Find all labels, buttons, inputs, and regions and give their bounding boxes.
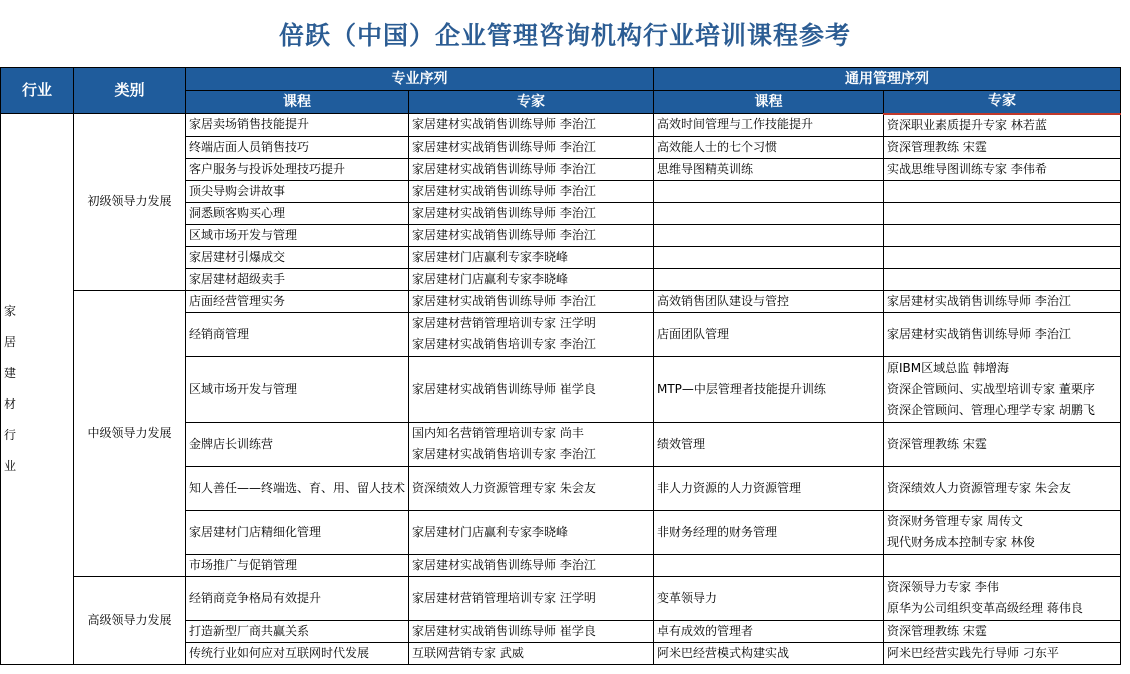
prof-expert-cell [409,576,654,620]
industry-char: 建 [4,365,19,380]
gen-course-cell: 卓有成效的管理者 [654,620,884,642]
expert-line: 家居建材实战销售训练导师 李治江 [887,293,1071,308]
expert-line: 资深财务管理专家 周传文 [887,514,1023,528]
expert-line: 家居建材实战销售培训专家 李治江 [412,337,596,351]
prof-expert-cell [409,620,654,642]
gen-course-cell: 阿米巴经营模式构建实战 [654,642,884,664]
prof-course-cell: 顶尖导购会讲故事 [186,180,409,202]
prof-course-cell: 洞悉顾客购买心理 [186,202,409,224]
category-middle: 中级领导力发展 [74,290,186,576]
expert-line: 资深管理教练 宋霆 [887,623,987,638]
expert-line: 资深企管顾问、管理心理学专家 胡鹏飞 [887,402,1095,417]
gen-course-cell [654,180,884,202]
gen-expert-cell [884,466,1121,510]
expert-line: 家居建材门店赢利专家李晓峰 [412,271,569,286]
gen-expert-cell [884,290,1121,312]
prof-course-cell: 家居卖场销售技能提升 [186,114,409,137]
expert-line: 家居建材实战销售训练导师 李治江 [412,205,596,220]
expert-line: 家居建材营销管理培训专家 汪学明 [412,590,596,605]
expert-line: 资深管理教练 宋霆 [887,139,987,154]
prof-course-cell: 家居建材超级卖手 [186,268,409,290]
expert-line: 原华为公司组织变革高级经理 蒋伟良 [887,601,1083,615]
gen-course-cell: 非人力资源的人力资源管理 [654,466,884,510]
header-general-series: 通用管理序列 [654,68,1121,91]
expert-line: 阿米巴经营实践先行导师 刁东平 [887,645,1059,660]
expert-line: 资深绩效人力资源管理专家 朱会友 [887,480,1071,495]
industry-cell [1,114,74,665]
prof-course-cell: 金牌店长训练营 [186,422,409,466]
expert-line: 家居建材门店赢利专家李晓峰 [412,524,569,539]
prof-course-cell: 传统行业如何应对互联网时代发展 [186,642,409,664]
prof-course-cell: 市场推广与促销管理 [186,554,409,576]
gen-expert-cell [884,136,1121,158]
expert-line: 家居建材营销管理培训专家 汪学明 [412,316,596,330]
header-industry: 行业 [1,68,74,114]
course-table [0,67,1121,665]
prof-course-cell: 打造新型厂商共赢关系 [186,620,409,642]
expert-line: 实战思维导图训练专家 李伟希 [887,161,1047,176]
expert-line: 互联网营销专家 武威 [412,645,524,660]
gen-course-cell: MTP—中层管理者技能提升训练 [654,356,884,422]
gen-course-cell: 绩效管理 [654,422,884,466]
gen-expert-cell [884,510,1121,554]
gen-expert-cell [884,180,1121,202]
prof-course-cell: 区域市场开发与管理 [186,356,409,422]
industry-char: 行 [4,427,19,442]
gen-course-cell: 店面团队管理 [654,312,884,356]
prof-expert-cell [409,642,654,664]
industry-char: 居 [4,334,19,349]
table-row [1,576,1121,620]
gen-course-cell: 高效时间管理与工作技能提升 [654,114,884,137]
expert-line: 家居建材实战销售培训专家 李治江 [412,447,596,461]
industry-char: 材 [4,396,19,411]
category-senior: 高级领导力发展 [74,576,186,664]
expert-line: 家居建材实战销售训练导师 李治江 [412,293,596,308]
gen-expert-cell [884,576,1121,620]
category-junior: 初级领导力发展 [74,114,186,291]
gen-expert-cell [884,114,1121,137]
expert-line: 家居建材实战销售训练导师 李治江 [412,227,596,242]
gen-course-cell: 高效能人士的七个习惯 [654,136,884,158]
expert-line: 家居建材实战销售训练导师 李治江 [412,161,596,176]
gen-expert-cell [884,268,1121,290]
prof-expert-cell [409,136,654,158]
prof-expert-cell [409,268,654,290]
gen-course-cell: 非财务经理的财务管理 [654,510,884,554]
gen-course-cell [654,268,884,290]
header-category: 类别 [74,68,186,114]
gen-expert-cell [884,312,1121,356]
prof-expert-cell [409,312,654,356]
expert-line: 资深管理教练 宋霆 [887,436,987,451]
gen-expert-cell [884,246,1121,268]
prof-expert-cell [409,356,654,422]
industry-char: 家 [4,303,19,318]
expert-line: 家居建材实战销售训练导师 崔学良 [412,381,596,396]
header-prof-course: 课程 [186,91,409,114]
header-prof-expert: 专家 [409,91,654,114]
header-professional-series: 专业序列 [186,68,654,91]
prof-expert-cell [409,510,654,554]
expert-line: 现代财务成本控制专家 林俊 [887,535,1035,549]
gen-course-cell [654,224,884,246]
expert-line: 国内知名营销管理培训专家 尚丰 [412,426,584,440]
prof-expert-cell [409,202,654,224]
expert-line: 家居建材实战销售训练导师 李治江 [887,326,1071,341]
expert-line: 资深领导力专家 李伟 [887,580,999,594]
prof-expert-cell [409,422,654,466]
gen-expert-cell [884,642,1121,664]
gen-course-cell [654,554,884,576]
expert-line: 原IBM区域总监 韩增海 [887,360,1009,375]
prof-expert-cell [409,290,654,312]
gen-expert-cell [884,356,1121,422]
expert-line: 家居建材实战销售训练导师 李治江 [412,139,596,154]
prof-expert-cell [409,466,654,510]
gen-course-cell: 变革领导力 [654,576,884,620]
prof-course-cell: 客户服务与投诉处理技巧提升 [186,158,409,180]
prof-expert-cell [409,246,654,268]
expert-line: 资深企管顾问、实战型培训专家 董栗序 [887,381,1095,396]
gen-expert-cell [884,554,1121,576]
expert-line: 家居建材实战销售训练导师 李治江 [412,183,596,198]
prof-course-cell: 经销商管理 [186,312,409,356]
page-title: 倍跃（中国）企业管理咨询机构行业培训课程参考 [278,20,851,50]
expert-line: 资深职业素质提升专家 林若蓝 [887,117,1047,132]
header-gen-course: 课程 [654,91,884,114]
prof-expert-cell [409,224,654,246]
table-row [1,290,1121,312]
gen-expert-cell [884,158,1121,180]
prof-expert-cell [409,180,654,202]
prof-expert-cell [409,554,654,576]
industry-char: 业 [4,458,19,473]
gen-course-cell: 高效销售团队建设与管控 [654,290,884,312]
prof-expert-cell [409,158,654,180]
gen-course-cell [654,202,884,224]
prof-expert-cell [409,114,654,137]
prof-course-cell: 知人善任——终端选、育、用、留人技术 [186,466,409,510]
gen-course-cell [654,246,884,268]
prof-course-cell: 终端店面人员销售技巧 [186,136,409,158]
gen-expert-cell [884,224,1121,246]
table-row [1,114,1121,137]
expert-line: 家居建材门店赢利专家李晓峰 [412,249,569,264]
prof-course-cell: 经销商竞争格局有效提升 [186,576,409,620]
expert-line: 家居建材实战销售训练导师 李治江 [412,557,596,572]
expert-line: 家居建材实战销售训练导师 李治江 [412,117,596,132]
prof-course-cell: 家居建材门店精细化管理 [186,510,409,554]
expert-line: 资深绩效人力资源管理专家 朱会友 [412,480,596,495]
prof-course-cell: 区域市场开发与管理 [186,224,409,246]
expert-line: 家居建材实战销售训练导师 崔学良 [412,623,596,638]
header-gen-expert: 专家 [884,91,1121,114]
gen-expert-cell [884,422,1121,466]
table-body [1,114,1121,665]
gen-expert-cell [884,202,1121,224]
prof-course-cell: 店面经营管理实务 [186,290,409,312]
gen-expert-cell [884,620,1121,642]
gen-course-cell: 思维导图精英训练 [654,158,884,180]
prof-course-cell: 家居建材引爆成交 [186,246,409,268]
